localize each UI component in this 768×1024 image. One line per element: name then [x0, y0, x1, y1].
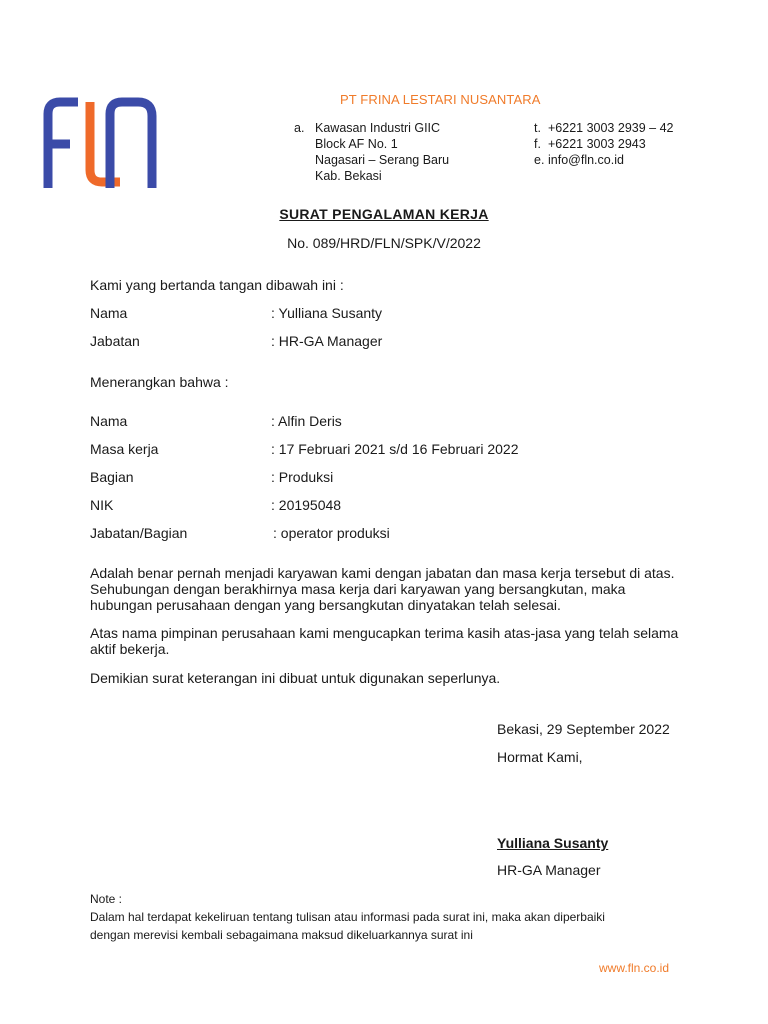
statement-text: Menerangkan bahwa :: [90, 374, 229, 390]
signer-name-value: : Yulliana Susanty: [271, 305, 383, 321]
address-prefix: a.: [294, 121, 305, 135]
note-line: Dalam hal terdapat kekeliruan tentang tulisan atau informasi pada surat ini, maka akan diperbaiki: [90, 910, 605, 924]
email-address[interactable]: info@fln.co.id: [548, 153, 624, 167]
letter-number: No. 089/HRD/FLN/SPK/V/2022: [287, 235, 481, 251]
paragraph-line: aktif bekerja.: [90, 641, 170, 657]
company-name: PT FRINA LESTARI NUSANTARA: [340, 92, 541, 107]
nik-value: : 20195048: [271, 497, 342, 513]
fax-prefix: f.: [534, 137, 541, 151]
address-line: Kab. Bekasi: [315, 169, 382, 183]
employee-name-value: : Alfin Deris: [271, 413, 342, 429]
nik-label: NIK: [90, 497, 114, 513]
address-line: Block AF No. 1: [315, 137, 398, 151]
department-label: Bagian: [90, 469, 134, 485]
fln-logo: [34, 92, 170, 192]
paragraph-line: hubungan perusahaan dengan yang bersangkutan dinyatakan telah selesai.: [90, 597, 561, 613]
employee-name-label: Nama: [90, 413, 128, 429]
letter-title: SURAT PENGALAMAN KERJA: [279, 206, 489, 222]
footer-note: [90, 890, 690, 944]
intro-text: Kami yang bertanda tangan dibawah ini :: [90, 277, 344, 293]
paragraph-line: Sehubungan dengan berakhirnya masa kerja dari karyawan yang bersangkutan, maka: [90, 581, 626, 597]
address-line: Nagasari – Serang Baru: [315, 153, 450, 167]
work-period-label: Masa kerja: [90, 441, 159, 457]
website-link[interactable]: www.fln.co.id: [599, 961, 670, 975]
work-period-value: : 17 Februari 2021 s/d 16 Februari 2022: [271, 441, 519, 457]
company-contacts: [534, 120, 673, 168]
position-label: Jabatan/Bagian: [90, 525, 188, 541]
signer-name-label: Nama: [90, 305, 128, 321]
position-value: : operator produksi: [273, 525, 390, 541]
signer-position-value: : HR-GA Manager: [271, 333, 383, 349]
signer-title: HR-GA Manager: [497, 862, 601, 878]
signer-position-label: Jabatan: [90, 333, 140, 349]
signer-name: Yulliana Susanty: [497, 835, 609, 851]
closing-greeting: Hormat Kami,: [497, 749, 583, 765]
paragraph-line: Demikian surat keterangan ini dibuat untuk digunakan seperlunya.: [90, 670, 501, 686]
email-prefix: e.: [534, 153, 545, 167]
phone-number: +6221 3003 2939 – 42: [548, 121, 674, 135]
phone-prefix: t.: [534, 121, 541, 135]
paragraph-closing: [90, 670, 690, 686]
address-line: Kawasan Industri GIIC: [315, 121, 441, 135]
note-label: Note :: [90, 892, 123, 906]
paragraph-thanks: [90, 625, 690, 657]
place-date: Bekasi, 29 September 2022: [497, 721, 670, 737]
note-line: dengan merevisi kembali sebagaimana maksud dikeluarkannya surat ini: [90, 928, 473, 942]
fax-number: +6221 3003 2943: [548, 137, 646, 151]
department-value: : Produksi: [271, 469, 334, 485]
paragraph-line: Atas nama pimpinan perusahaan kami mengucapkan terima kasih atas-jasa yang telah selama: [90, 625, 679, 641]
paragraph-statement: [90, 565, 690, 613]
paragraph-line: Adalah benar pernah menjadi karyawan kami dengan jabatan dan masa kerja tersebut di atas.: [90, 565, 675, 581]
